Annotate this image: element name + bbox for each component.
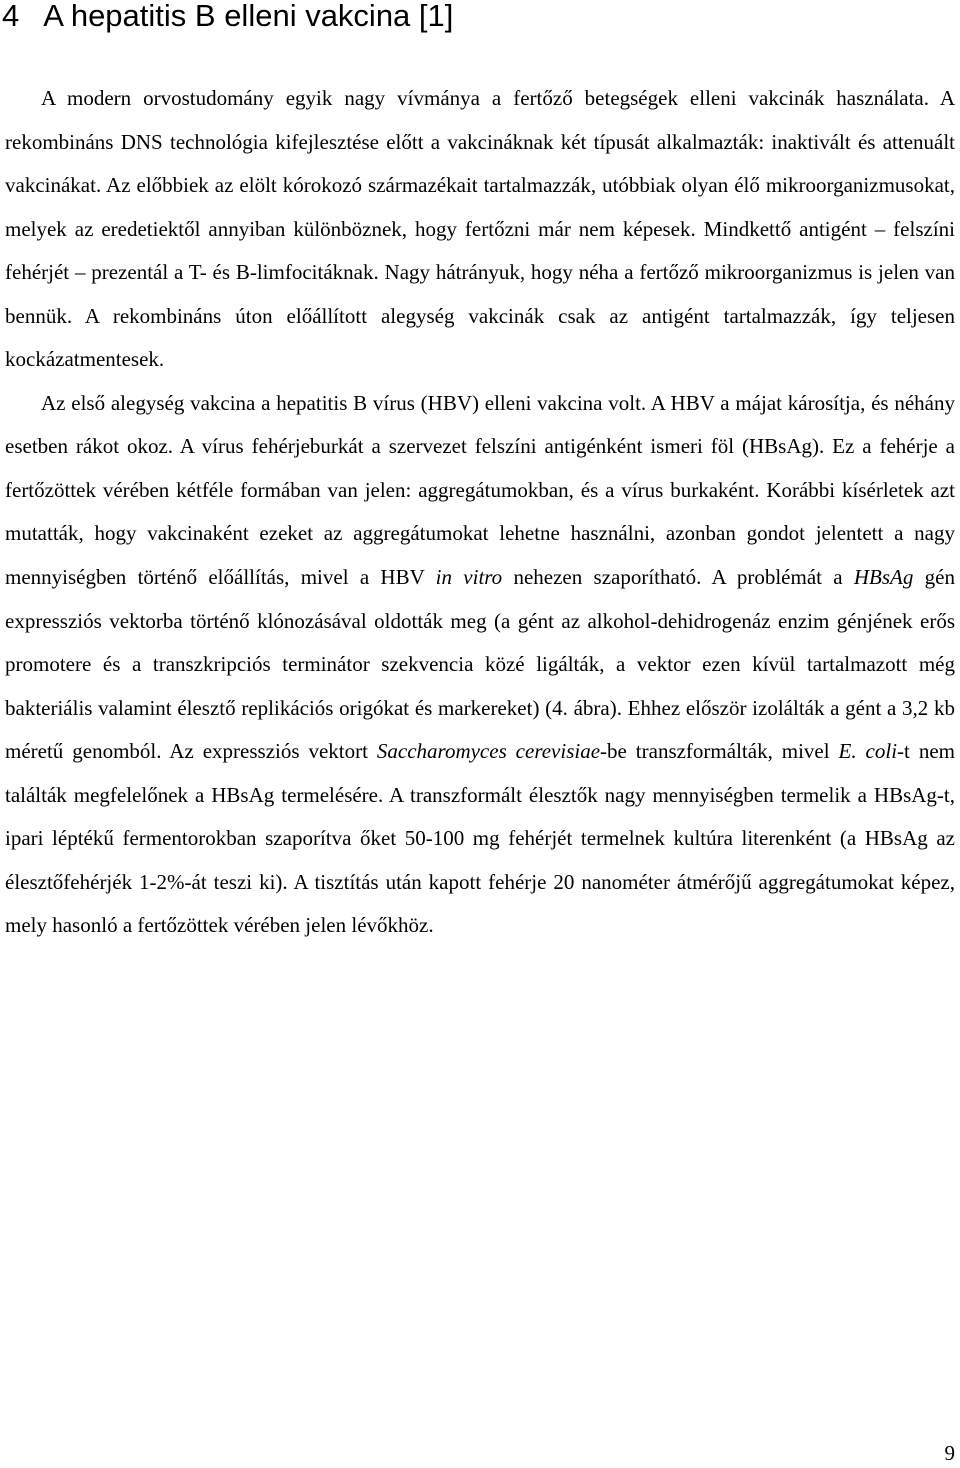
paragraph-hbv-vaccine <box>5 382 955 948</box>
italic-species-yeast: Saccharomyces cerevisiae <box>376 739 601 764</box>
text-run: -t nem találták megfelelőnek a HBsAg termelésére. A transzformált élesztők nagy mennyiségben termelik a HBsAg-t, ipari léptékű fermentorokban szaporítva őket 50-100 mg fehérjét termelnek kultúra literenként (a HBsAg az élesztőfehérjék 1-2%-át teszi ki). A tisztítás után kapott fehérje 20 nanométer átmérőjű aggregátumokat képez, mely hasonló a fertőzöttek vérében jelen lévőkhöz. <box>5 739 955 938</box>
section-heading <box>2 0 453 36</box>
text-run: -be transzformálták, mivel <box>600 739 839 764</box>
section-title: A hepatitis B elleni vakcina [1] <box>43 0 454 33</box>
text-run: Az első alegység vakcina a hepatitis B vírus (HBV) elleni vakcina volt. A HBV a májat károsítja, és néhány esetben rákot okoz. A vírus fehérjeburkát a szervezet felszíni antigénként ismeri föl (HBsAg). Ez a fehérje a fertőzöttek vérében kétféle formában van jelen: aggregátumokban, és a vírus burkaként. Korábbi kísérletek azt mutatták, hogy vakcinaként ezeket az aggregátumokat lehetne használni, azonban gondot jelentett a nagy mennyiségben történő előállítás, mivel a HBV <box>5 390 955 590</box>
text-run: gén expressziós vektorba történő klónozásával oldották meg (a gént az alkohol-dehidrogenáz enzim génjének erős promotere és a transzkripciós terminátor szekvencia közé ligálták, a vektor ezen kívül tartalmazott még bakteriális valamint élesztő replikációs origókat és markereket) (4. ábra). Ehhez először izolálták a gént a 3,2 kb méretű genomból. Az expressziós vektort <box>5 565 955 764</box>
italic-gene-name: HBsAg <box>853 565 914 590</box>
body-text <box>5 77 955 948</box>
italic-term: in vitro <box>435 565 503 590</box>
italic-species-ecoli: E. coli <box>838 739 898 764</box>
page-number: 9 <box>944 1441 955 1465</box>
section-number: 4 <box>2 0 20 33</box>
text-run: nehezen szaporítható. A problémát a <box>502 565 854 590</box>
paragraph-vaccine-types: A modern orvostudomány egyik nagy vívmánya a fertőző betegségek elleni vakcinák használata. A rekombináns DNS technológia kifejlesztése előtt a vakcináknak két típusát alkalmazták: inaktivált és attenuált vakcinákat. Az előbbiek az elölt kórokozó származékait tartalmazzák, utóbbiak olyan élő mikroorganizmusokat, melyek az eredetiektől annyiban különböznek, hogy fertőzni már nem képesek. Mindkettő antigént – felszíni fehérjét – prezentál a T- és B-limfocitáknak. Nagy hátrányuk, hogy néha a fertőző mikroorganizmus is jelen van bennük. A rekombináns úton előállított alegység vakcinák csak az antigént tartalmazzák, így teljesen kockázatmentesek. <box>5 86 955 372</box>
